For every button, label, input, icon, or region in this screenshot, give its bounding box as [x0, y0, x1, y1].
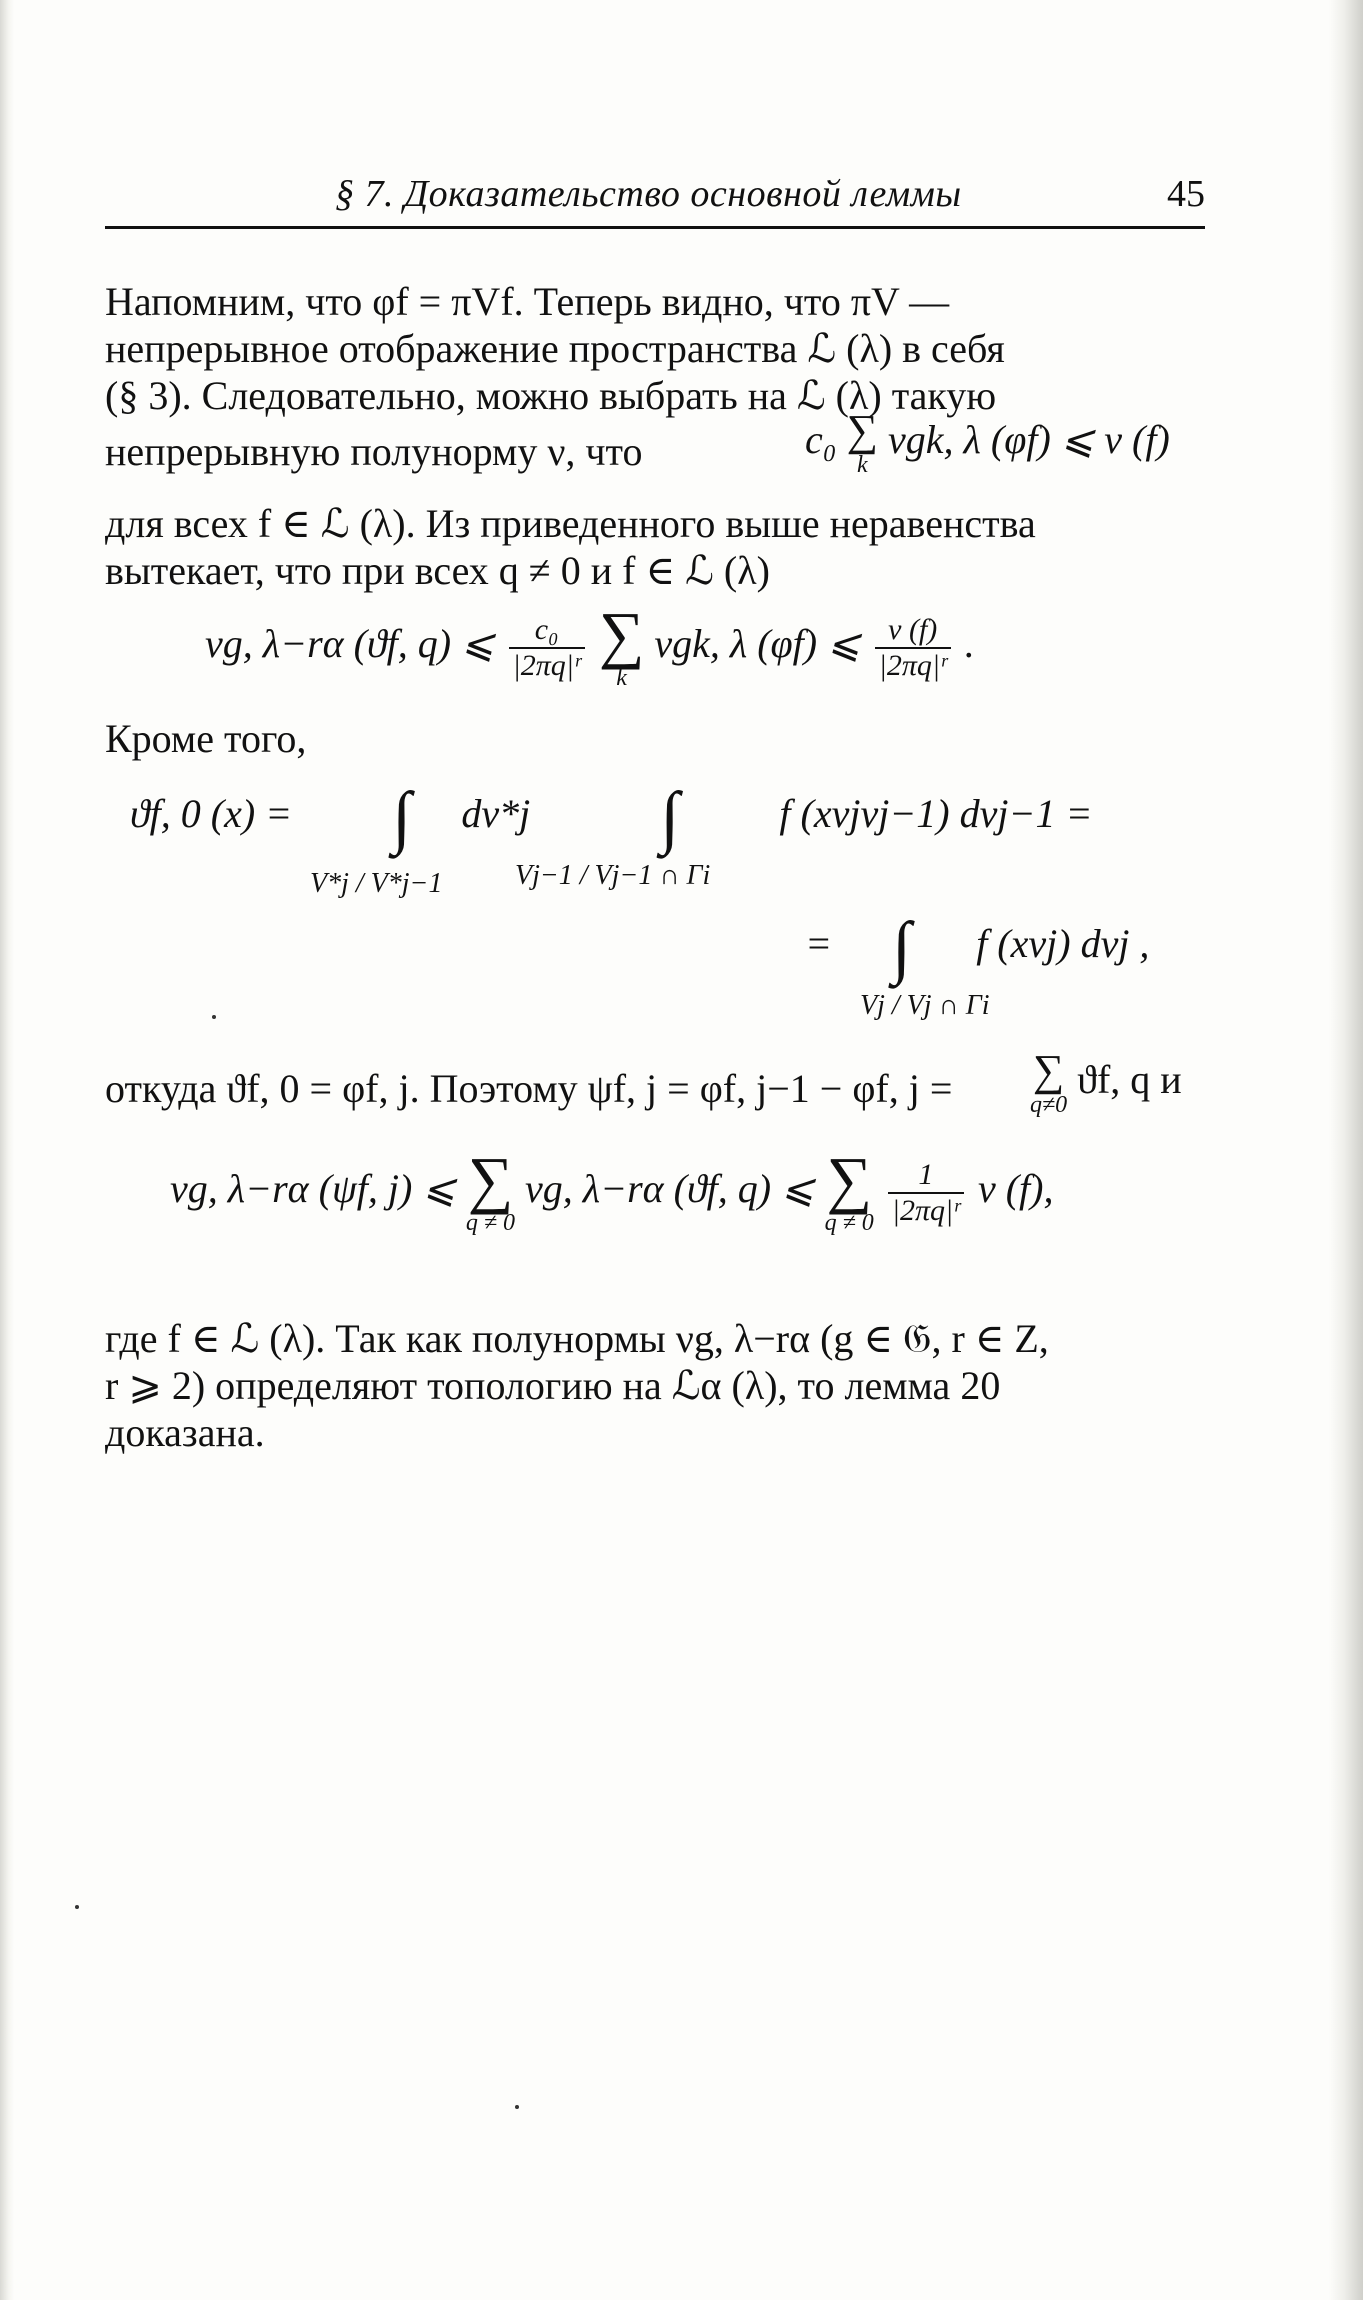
paragraph-3	[105, 1065, 1005, 1112]
paragraph-1-line-4	[105, 428, 643, 475]
formula-4	[170, 1144, 1054, 1236]
text-line: Напомним, что φf = πVf. Теперь видно, что πV —	[105, 279, 950, 324]
formula-4-mid: νg, λ−rα (ϑf, q) ⩽	[525, 1166, 815, 1212]
sigma-symbol: ∑	[1032, 1046, 1065, 1095]
formula-4-lhs: νg, λ−rα (ψf, j) ⩽	[170, 1166, 456, 1212]
scan-speck	[515, 2105, 519, 2109]
integral-sign: ∫	[892, 908, 912, 986]
sum-limit: q ≠ 0	[465, 1210, 516, 1236]
page-edge-right	[1329, 0, 1363, 2300]
sum-limit: k	[857, 452, 868, 478]
sum-over-k	[598, 599, 645, 691]
formula-1-lhs: νg, λ−rα (ϑf, q) ⩽	[205, 621, 495, 667]
page-number: 45	[1167, 173, 1205, 215]
fraction-denominator: |2πq|ʳ	[512, 649, 581, 682]
text-line: откуда ϑf, 0 = φf, j. Поэтому ψf, j = φf, j−1 − φf, j =	[105, 1066, 953, 1111]
fraction-one	[888, 1158, 964, 1228]
sum-limit: q≠0	[1030, 1092, 1068, 1118]
scan-speck	[75, 1905, 79, 1909]
fraction-denominator: |2πq|ʳ	[891, 1194, 960, 1227]
formula-3	[805, 908, 1150, 986]
c0-symbol: c₀	[805, 417, 837, 463]
integral-limit-1: V*j / V*j−1	[310, 868, 443, 899]
page-edge-left	[0, 0, 14, 2300]
sum-over-q	[1030, 1046, 1068, 1118]
integrand-1: f (xvjvj−1) dvj−1 =	[779, 791, 1093, 836]
formula-1	[205, 599, 975, 691]
section-title: § 7. Доказательство основной леммы	[335, 173, 962, 215]
integrand-2: f (xvj) dvj ,	[976, 921, 1150, 966]
text-line: доказана.	[105, 1410, 265, 1455]
sigma-symbol: ∑	[467, 1144, 514, 1215]
paragraph-1	[105, 278, 1205, 419]
formula-2-lhs: ϑf, 0 (x) =	[130, 791, 293, 836]
differential-1: dv*j	[461, 791, 531, 836]
text-line: вытекает, что при всех q ≠ 0 и f ∈ ℒ (λ)	[105, 548, 770, 593]
sum-over-k	[846, 406, 879, 478]
sigma-symbol: ∑	[826, 1144, 872, 1215]
sigma-symbol: ∑	[598, 599, 645, 670]
paragraph-2	[105, 715, 1205, 762]
formula-1-end: .	[964, 621, 975, 667]
text-line: r ⩾ 2) определяют топологию на ℒα (λ), то лемма 20	[105, 1363, 1001, 1408]
integral-limit-3: Vj / Vj ∩ Γi	[860, 990, 990, 1021]
sum-over-q	[465, 1144, 516, 1236]
fraction-numerator: ν (f)	[875, 613, 951, 649]
fraction-nu	[875, 613, 951, 683]
fraction-c0	[509, 613, 585, 683]
text-line: непрерывную полунорму ν, что	[105, 429, 643, 474]
sum-limit: k	[616, 665, 627, 691]
text-line: непрерывное отображение пространства ℒ (λ) в себя	[105, 326, 1005, 371]
scan-speck	[212, 1015, 216, 1019]
running-header	[105, 168, 1205, 218]
sum-over-q	[824, 1144, 874, 1236]
fraction-denominator: |2πq|ʳ	[878, 649, 947, 682]
text-line: для всех f ∈ ℒ (λ). Из приведенного выше неравенства	[105, 501, 1036, 546]
formula-1-mid: νgk, λ (φf) ⩽	[654, 621, 861, 667]
formula-2	[130, 778, 1093, 856]
inline-sum-theta	[1030, 1046, 1182, 1118]
header-rule	[105, 226, 1205, 229]
inline-seminorm-inequality	[805, 406, 1170, 478]
inline-tail: ϑf, q и	[1077, 1057, 1182, 1103]
fraction-numerator: c₀	[509, 613, 585, 649]
text-line: (§ 3). Следовательно, можно выбрать на ℒ (λ) такую	[105, 373, 997, 418]
equals-sign: =	[805, 921, 832, 966]
integral-sign: ∫	[392, 778, 412, 856]
fraction-numerator: 1	[888, 1158, 964, 1194]
text-line: где f ∈ ℒ (λ). Так как полунормы νg, λ−rα (g ∈ 𝔊, r ∈ Z,	[105, 1316, 1049, 1361]
integral-limit-2: Vj−1 / Vj−1 ∩ Γi	[515, 860, 711, 891]
paragraph-4	[105, 1315, 1205, 1456]
paragraph-1-cont	[105, 500, 1205, 594]
text-line: Кроме того,	[105, 716, 307, 761]
sum-limit: q ≠ 0	[824, 1210, 874, 1236]
formula-4-end: ν (f),	[977, 1166, 1054, 1212]
sigma-symbol: ∑	[846, 406, 879, 455]
integral-sign: ∫	[660, 778, 680, 856]
inline-tail: νgk, λ (φf) ⩽ ν (f)	[888, 417, 1170, 463]
